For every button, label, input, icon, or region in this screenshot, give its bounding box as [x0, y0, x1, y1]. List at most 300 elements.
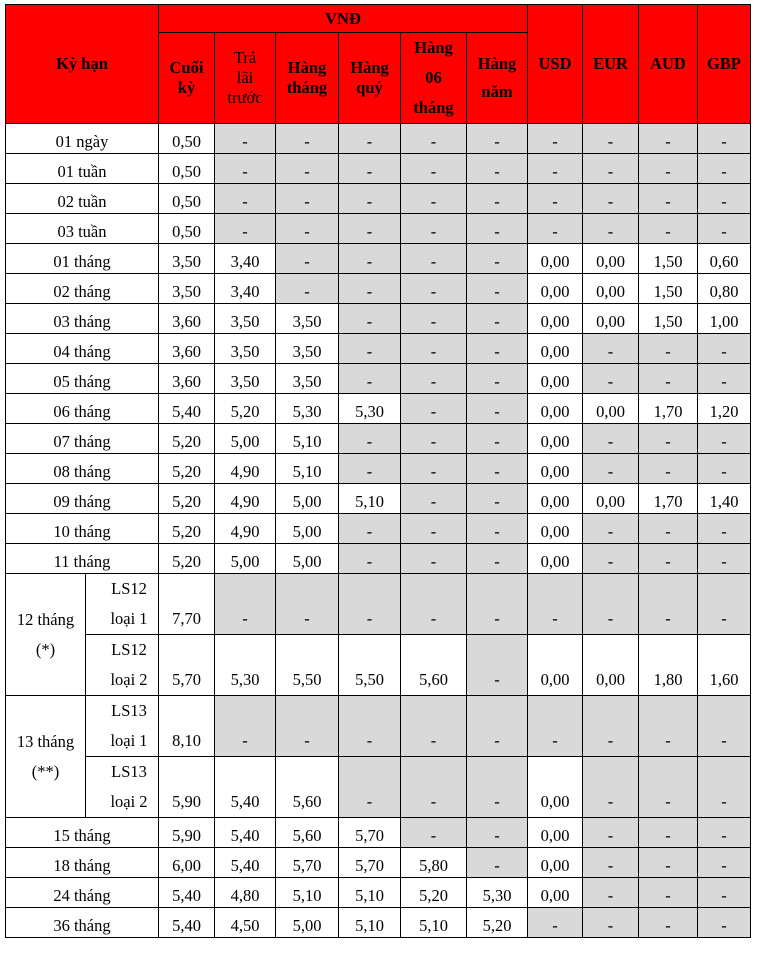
rate-cell: -	[698, 334, 751, 364]
rate-cell: -	[583, 184, 639, 214]
table-body	[6, 124, 751, 938]
table-row	[6, 394, 751, 424]
rate-cell: -	[698, 908, 751, 938]
term-cell: 01 tuần	[6, 154, 159, 184]
rate-cell: 1,50	[639, 304, 698, 334]
table-row	[6, 544, 751, 574]
rate-cell: -	[339, 214, 401, 244]
header-vnd-annual: Hàng năm	[467, 33, 528, 124]
rate-cell: 3,40	[215, 274, 276, 304]
rate-cell: 5,30	[215, 635, 276, 696]
rate-cell: -	[401, 484, 467, 514]
term-cell: 08 tháng	[6, 454, 159, 484]
rate-cell: -	[401, 696, 467, 757]
table-row	[6, 514, 751, 544]
rate-cell: -	[467, 574, 528, 635]
header-term: Kỳ hạn	[6, 5, 159, 124]
sub-term-cell	[86, 696, 159, 757]
rate-cell: -	[276, 124, 339, 154]
table-row	[6, 214, 751, 244]
sub-term-type: loại 1	[110, 609, 148, 628]
table-row	[6, 304, 751, 334]
term-cell: 11 tháng	[6, 544, 159, 574]
rate-cell: 3,50	[215, 364, 276, 394]
rate-cell: -	[639, 574, 698, 635]
term-cell: 18 tháng	[6, 848, 159, 878]
rate-cell: 1,70	[639, 394, 698, 424]
rate-cell: 5,60	[401, 635, 467, 696]
rate-cell: -	[639, 424, 698, 454]
rate-cell: -	[467, 484, 528, 514]
rate-cell: -	[698, 696, 751, 757]
rate-cell: 5,00	[215, 424, 276, 454]
rate-cell: -	[583, 154, 639, 184]
header-vnd-monthly: Hàng tháng	[276, 33, 339, 124]
rate-cell: -	[698, 454, 751, 484]
rate-cell: -	[639, 184, 698, 214]
table-row	[6, 908, 751, 938]
rate-cell: -	[467, 394, 528, 424]
rate-cell: 3,40	[215, 244, 276, 274]
rate-cell: 5,10	[339, 908, 401, 938]
rate-cell: 1,20	[698, 394, 751, 424]
table-row	[6, 334, 751, 364]
rate-cell: -	[467, 334, 528, 364]
rate-cell: -	[339, 124, 401, 154]
rate-cell: 5,20	[401, 878, 467, 908]
rate-cell: -	[401, 124, 467, 154]
rate-cell: 5,00	[276, 544, 339, 574]
rate-cell: 0,50	[159, 184, 215, 214]
sub-term-cell	[86, 574, 159, 635]
rate-cell: -	[401, 304, 467, 334]
rate-cell: -	[583, 334, 639, 364]
rate-cell: -	[467, 514, 528, 544]
header-vnd-prepaid: Trả lãi trước	[215, 33, 276, 124]
rate-cell: 1,40	[698, 484, 751, 514]
term-group-note: (*)	[35, 639, 56, 659]
rate-cell: -	[639, 544, 698, 574]
rate-cell: -	[583, 818, 639, 848]
rate-cell: 5,70	[339, 818, 401, 848]
rate-cell: 5,90	[159, 818, 215, 848]
table-row-split	[6, 696, 751, 757]
rate-cell: 5,00	[276, 484, 339, 514]
rate-cell: -	[401, 364, 467, 394]
term-cell: 04 tháng	[6, 334, 159, 364]
table-row	[6, 154, 751, 184]
term-group-cell	[6, 574, 86, 696]
rate-cell: 4,80	[215, 878, 276, 908]
rate-cell: -	[467, 424, 528, 454]
rate-cell: -	[583, 757, 639, 818]
rate-cell: 5,20	[159, 484, 215, 514]
table-row	[6, 424, 751, 454]
table-header	[6, 5, 751, 124]
rate-cell: -	[698, 424, 751, 454]
rate-cell: 0,00	[583, 244, 639, 274]
rate-cell: 3,50	[159, 274, 215, 304]
rate-cell: -	[639, 818, 698, 848]
table-row	[6, 454, 751, 484]
rate-cell: -	[467, 184, 528, 214]
rate-cell: -	[215, 574, 276, 635]
table-row-split	[6, 574, 751, 635]
rate-cell: -	[276, 696, 339, 757]
rate-cell: -	[639, 364, 698, 394]
rate-cell: -	[639, 454, 698, 484]
rate-cell: -	[339, 244, 401, 274]
rate-cell: -	[467, 818, 528, 848]
term-cell: 01 ngày	[6, 124, 159, 154]
rate-cell: 5,20	[467, 908, 528, 938]
rate-cell: 0,00	[528, 818, 583, 848]
rate-cell: 5,60	[276, 757, 339, 818]
header-aud: AUD	[639, 5, 698, 124]
rate-cell: -	[698, 214, 751, 244]
rate-cell: 5,00	[276, 514, 339, 544]
rate-cell: 8,10	[159, 696, 215, 757]
term-cell: 06 tháng	[6, 394, 159, 424]
term-cell: 03 tuần	[6, 214, 159, 244]
table-row	[6, 244, 751, 274]
rate-cell: -	[401, 184, 467, 214]
rate-cell: 0,50	[159, 124, 215, 154]
term-cell: 02 tháng	[6, 274, 159, 304]
rate-cell: 1,80	[639, 635, 698, 696]
rate-cell: -	[528, 908, 583, 938]
rate-cell: -	[639, 908, 698, 938]
rate-cell: -	[467, 154, 528, 184]
rate-cell: 5,20	[159, 454, 215, 484]
rate-cell: -	[401, 154, 467, 184]
sub-term-code: LS13	[111, 762, 147, 781]
rate-cell: -	[583, 364, 639, 394]
rate-cell: 3,50	[276, 304, 339, 334]
rate-cell: 1,00	[698, 304, 751, 334]
rate-cell: -	[698, 848, 751, 878]
rate-cell: -	[339, 696, 401, 757]
rate-cell: -	[583, 454, 639, 484]
rate-cell: -	[401, 424, 467, 454]
rate-cell: 0,00	[528, 394, 583, 424]
sub-term-type: loại 2	[110, 792, 148, 811]
header-gbp: GBP	[698, 5, 751, 124]
rate-cell: -	[639, 214, 698, 244]
sub-term-type: loại 2	[110, 670, 148, 689]
rate-cell: 5,10	[401, 908, 467, 938]
rate-cell: -	[698, 154, 751, 184]
rate-cell: 3,60	[159, 304, 215, 334]
header-vnd-group: VNĐ	[159, 5, 528, 33]
rate-cell: -	[401, 274, 467, 304]
rate-cell: 3,50	[159, 244, 215, 274]
rate-cell: -	[639, 757, 698, 818]
table-row	[6, 848, 751, 878]
term-cell: 07 tháng	[6, 424, 159, 454]
rate-cell: -	[467, 848, 528, 878]
rate-cell: 5,30	[467, 878, 528, 908]
rate-cell: -	[401, 544, 467, 574]
rate-cell: 5,10	[276, 454, 339, 484]
rate-cell: -	[401, 244, 467, 274]
term-cell: 03 tháng	[6, 304, 159, 334]
header-vnd-semiannual: Hàng 06 tháng	[401, 33, 467, 124]
rate-cell: 0,00	[528, 635, 583, 696]
term-cell: 02 tuần	[6, 184, 159, 214]
rate-cell: 0,00	[528, 848, 583, 878]
rate-cell: 1,60	[698, 635, 751, 696]
rate-cell: -	[639, 124, 698, 154]
rate-cell: -	[698, 757, 751, 818]
rate-cell: -	[583, 848, 639, 878]
term-group-cell	[6, 696, 86, 818]
rate-cell: 5,20	[159, 514, 215, 544]
rate-cell: 5,10	[276, 424, 339, 454]
rate-cell: -	[639, 154, 698, 184]
rate-cell: -	[583, 878, 639, 908]
rate-cell: -	[467, 757, 528, 818]
rate-cell: 0,60	[698, 244, 751, 274]
sub-term-code: LS13	[111, 701, 147, 720]
rate-cell: -	[401, 214, 467, 244]
rate-cell: -	[583, 214, 639, 244]
rate-cell: -	[215, 124, 276, 154]
rate-cell: 5,30	[276, 394, 339, 424]
rate-cell: -	[698, 184, 751, 214]
rate-cell: -	[467, 696, 528, 757]
term-cell: 36 tháng	[6, 908, 159, 938]
rate-cell: -	[401, 334, 467, 364]
rate-cell: 5,00	[276, 908, 339, 938]
rate-cell: 5,50	[276, 635, 339, 696]
rate-cell: -	[528, 124, 583, 154]
term-cell: 01 tháng	[6, 244, 159, 274]
rate-cell: -	[583, 908, 639, 938]
sub-term-code: LS12	[111, 579, 147, 598]
rate-cell: 0,00	[528, 878, 583, 908]
rate-cell: 7,70	[159, 574, 215, 635]
rate-cell: -	[339, 574, 401, 635]
rate-cell: -	[339, 544, 401, 574]
rate-cell: 0,00	[583, 394, 639, 424]
rate-cell: -	[528, 214, 583, 244]
rate-cell: 0,50	[159, 214, 215, 244]
rate-cell: -	[276, 214, 339, 244]
rate-cell: 6,00	[159, 848, 215, 878]
rate-cell: -	[639, 848, 698, 878]
term-group-note: (**)	[31, 761, 60, 781]
rate-cell: -	[215, 214, 276, 244]
rate-cell: 0,00	[583, 304, 639, 334]
rate-cell: 5,20	[215, 394, 276, 424]
rate-cell: -	[339, 304, 401, 334]
rate-cell: -	[467, 244, 528, 274]
table-row	[6, 878, 751, 908]
rate-cell: 5,50	[339, 635, 401, 696]
table-row	[6, 274, 751, 304]
rate-cell: -	[339, 424, 401, 454]
rate-cell: 0,00	[528, 334, 583, 364]
rate-cell: 5,20	[159, 424, 215, 454]
rate-cell: 5,60	[276, 818, 339, 848]
rate-cell: -	[339, 454, 401, 484]
rate-cell: 1,70	[639, 484, 698, 514]
rate-cell: -	[528, 154, 583, 184]
rate-cell: -	[401, 514, 467, 544]
rate-cell: 0,00	[528, 544, 583, 574]
table-row-split	[6, 635, 751, 696]
rate-cell: -	[698, 364, 751, 394]
rate-cell: -	[339, 757, 401, 818]
table-row-split	[6, 757, 751, 818]
rate-cell: 3,60	[159, 334, 215, 364]
term-cell: 09 tháng	[6, 484, 159, 514]
rate-cell: 4,50	[215, 908, 276, 938]
table-row	[6, 184, 751, 214]
term-group-label: 12 tháng	[16, 609, 75, 629]
rate-cell: -	[639, 334, 698, 364]
rate-cell: 0,00	[528, 364, 583, 394]
rate-cell: -	[276, 184, 339, 214]
rate-cell: -	[698, 544, 751, 574]
rate-cell: -	[583, 544, 639, 574]
rate-cell: 0,00	[528, 514, 583, 544]
rate-cell: 0,80	[698, 274, 751, 304]
rate-cell: 4,90	[215, 514, 276, 544]
rate-cell: 0,00	[528, 484, 583, 514]
rate-cell: 0,50	[159, 154, 215, 184]
rate-cell: 5,90	[159, 757, 215, 818]
term-cell: 05 tháng	[6, 364, 159, 394]
rate-cell: -	[583, 574, 639, 635]
table-row	[6, 364, 751, 394]
rate-cell: 5,10	[276, 878, 339, 908]
rate-cell: 0,00	[528, 454, 583, 484]
rate-cell: 0,00	[528, 304, 583, 334]
rate-cell: 4,90	[215, 484, 276, 514]
rate-cell: 5,40	[215, 848, 276, 878]
rate-cell: -	[215, 696, 276, 757]
rate-cell: 0,00	[583, 635, 639, 696]
rate-cell: 5,80	[401, 848, 467, 878]
rate-cell: 3,50	[215, 334, 276, 364]
rate-cell: -	[401, 454, 467, 484]
rate-cell: -	[698, 514, 751, 544]
rate-cell: -	[401, 574, 467, 635]
rate-cell: -	[467, 454, 528, 484]
rate-cell: -	[339, 514, 401, 544]
rate-cell: -	[467, 635, 528, 696]
rate-cell: 5,10	[339, 878, 401, 908]
rate-cell: -	[276, 574, 339, 635]
rate-cell: 5,30	[339, 394, 401, 424]
rate-cell: -	[276, 154, 339, 184]
rate-cell: 0,00	[528, 274, 583, 304]
table-row	[6, 484, 751, 514]
header-usd: USD	[528, 5, 583, 124]
rate-cell: 5,20	[159, 544, 215, 574]
rate-cell: -	[528, 184, 583, 214]
rate-cell: 5,00	[215, 544, 276, 574]
rate-cell: -	[467, 544, 528, 574]
rate-cell: -	[583, 514, 639, 544]
rate-cell: 5,10	[339, 484, 401, 514]
rate-cell: 5,40	[159, 394, 215, 424]
rate-cell: -	[467, 364, 528, 394]
rate-cell: 5,70	[339, 848, 401, 878]
rate-cell: -	[401, 394, 467, 424]
rate-cell: 3,50	[276, 364, 339, 394]
rate-cell: -	[698, 878, 751, 908]
rate-cell: -	[698, 124, 751, 154]
rate-cell: -	[639, 514, 698, 544]
rate-cell: 5,40	[215, 818, 276, 848]
term-cell: 24 tháng	[6, 878, 159, 908]
rate-cell: -	[583, 124, 639, 154]
rate-cell: -	[339, 334, 401, 364]
table-row	[6, 124, 751, 154]
interest-rate-table	[5, 4, 751, 938]
rate-cell: 5,70	[159, 635, 215, 696]
rate-cell: -	[583, 696, 639, 757]
rate-cell: 0,00	[528, 424, 583, 454]
rate-cell: -	[339, 274, 401, 304]
header-vnd-quarterly: Hàng quý	[339, 33, 401, 124]
rate-cell: -	[339, 184, 401, 214]
rate-cell: -	[215, 154, 276, 184]
term-cell: 15 tháng	[6, 818, 159, 848]
header-eur: EUR	[583, 5, 639, 124]
rate-cell: 5,70	[276, 848, 339, 878]
rate-cell: -	[528, 574, 583, 635]
sub-term-cell	[86, 757, 159, 818]
sub-term-type: loại 1	[110, 731, 148, 750]
rate-cell: 3,60	[159, 364, 215, 394]
rate-cell: -	[276, 274, 339, 304]
rate-cell: -	[467, 214, 528, 244]
rate-cell: -	[467, 304, 528, 334]
sub-term-cell	[86, 635, 159, 696]
rate-cell: -	[467, 274, 528, 304]
rate-cell: -	[639, 696, 698, 757]
rate-cell: -	[215, 184, 276, 214]
rate-cell: 1,50	[639, 244, 698, 274]
rate-cell: 1,50	[639, 274, 698, 304]
rate-cell: 5,40	[159, 878, 215, 908]
rate-cell: 3,50	[276, 334, 339, 364]
rate-cell: -	[401, 757, 467, 818]
rate-cell: -	[339, 364, 401, 394]
rate-cell: 5,40	[215, 757, 276, 818]
rate-cell: -	[639, 878, 698, 908]
rate-cell: 4,90	[215, 454, 276, 484]
rate-cell: -	[698, 818, 751, 848]
rate-cell: -	[528, 696, 583, 757]
rate-cell: 5,40	[159, 908, 215, 938]
rate-cell: 0,00	[528, 244, 583, 274]
header-vnd-end-of-term: Cuối kỳ	[159, 33, 215, 124]
rate-cell: 0,00	[528, 757, 583, 818]
rate-cell: -	[276, 244, 339, 274]
term-group-label: 13 tháng	[16, 731, 75, 751]
rate-cell: 0,00	[583, 484, 639, 514]
rate-cell: 3,50	[215, 304, 276, 334]
table-row	[6, 818, 751, 848]
rate-cell: -	[698, 574, 751, 635]
term-cell: 10 tháng	[6, 514, 159, 544]
rate-cell: -	[339, 154, 401, 184]
